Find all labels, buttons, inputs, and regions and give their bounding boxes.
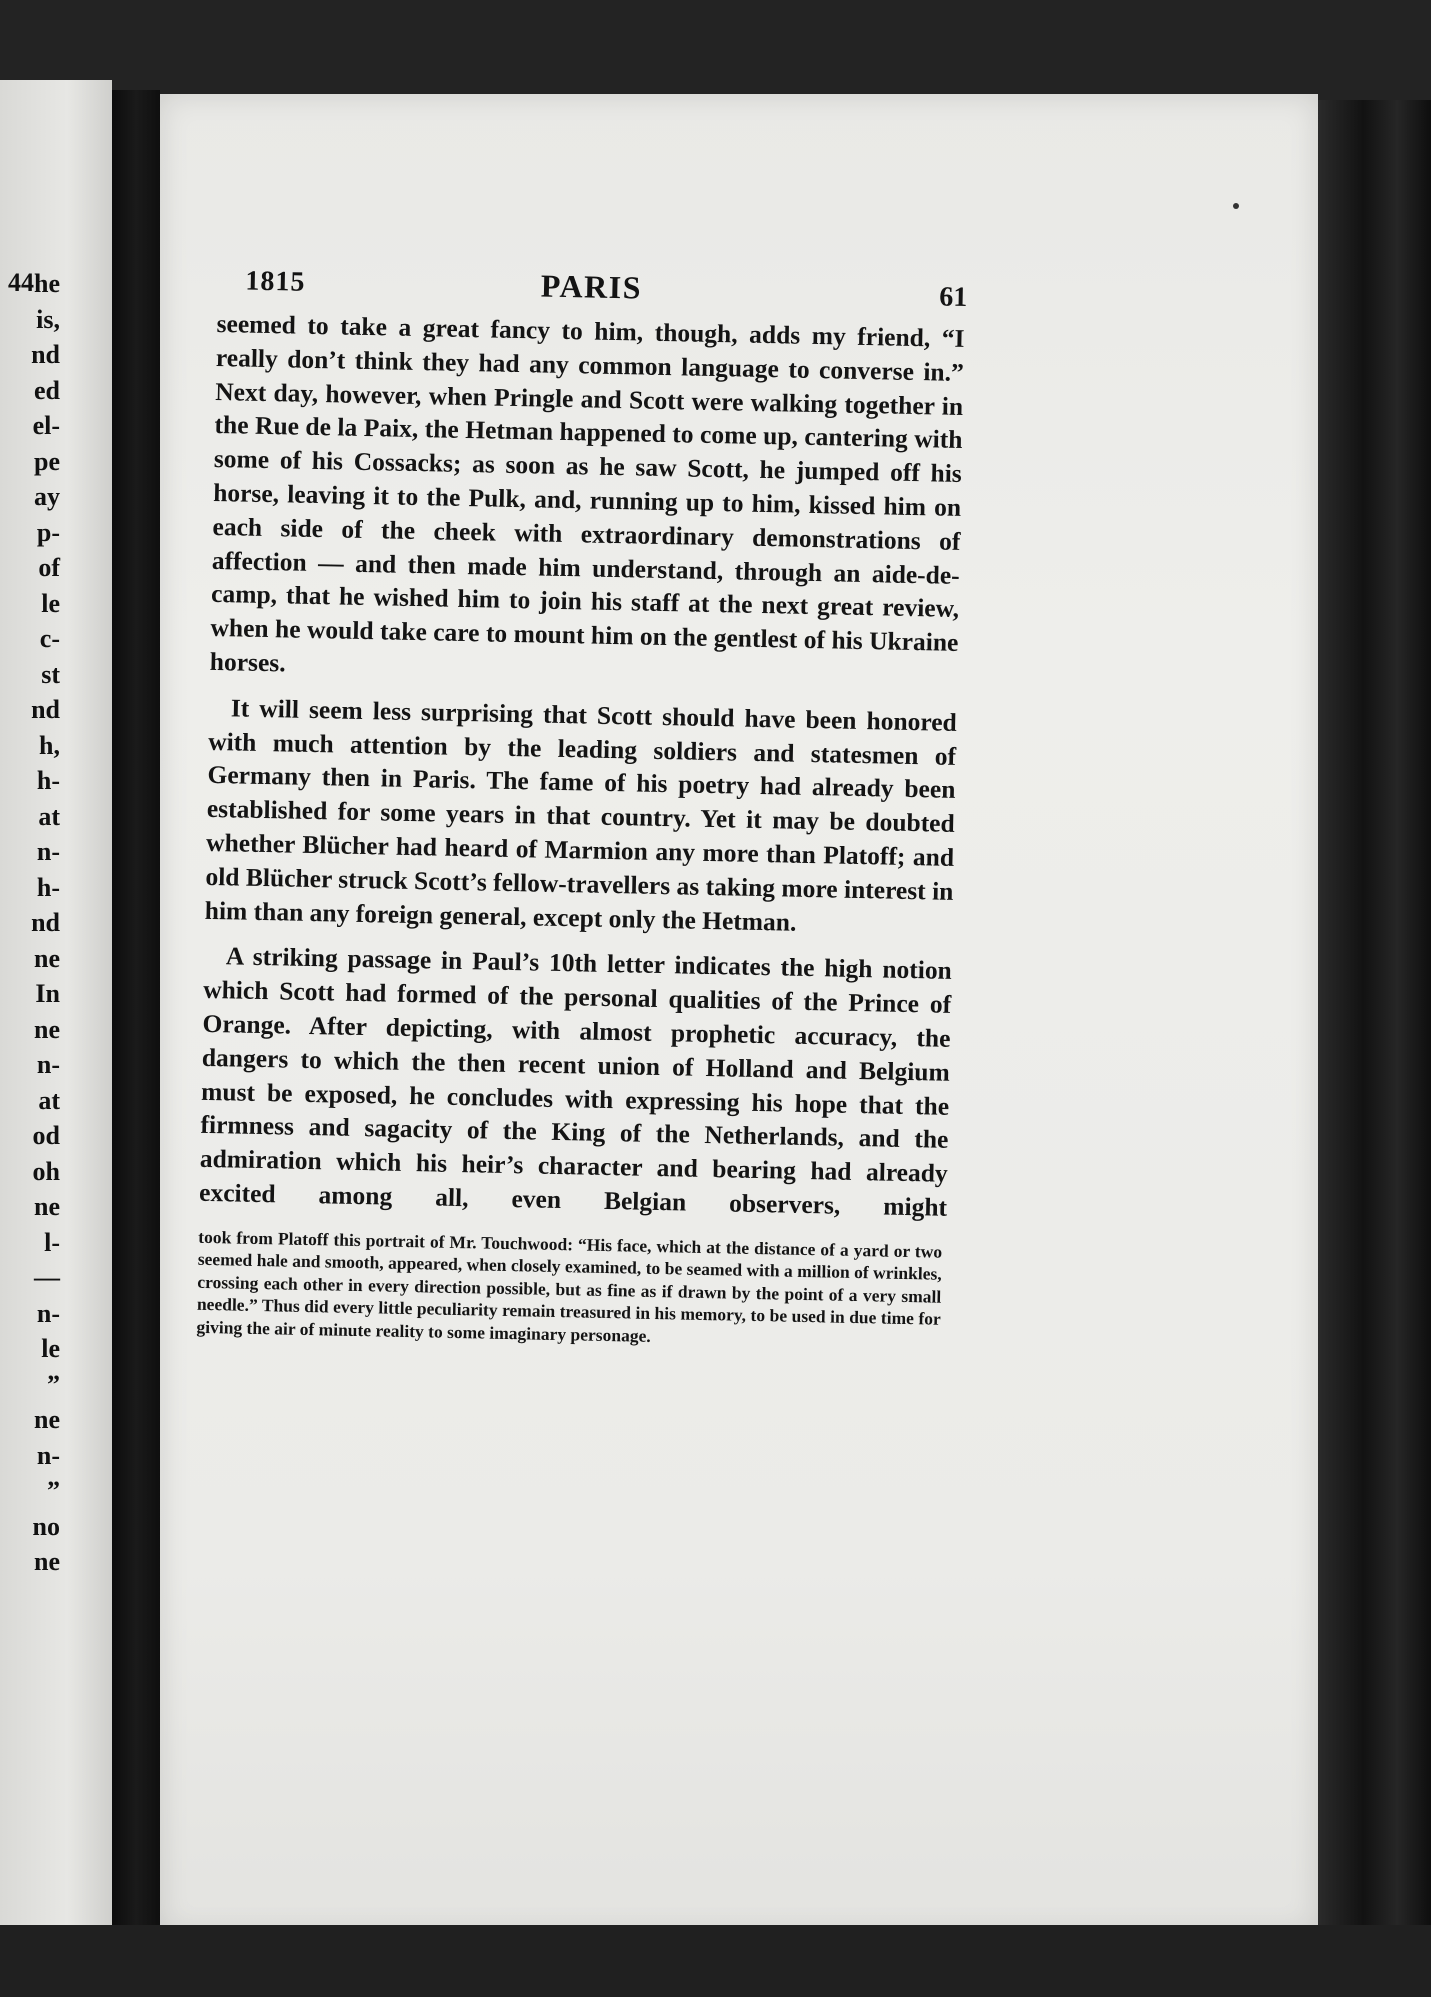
previous-page-fragment: n-	[36, 837, 60, 866]
footnote: took from Platoff this portrait of Mr. Touchwood: “His face, which at the distance of a yard or two seemed hale and smooth, appeared, when closely examined, to be seamed with a million of wrinkles, crossing each other in every direction possible, but as fine as if drawn by the point of a very small needle.” Thus did every little peculiarity remain treasured in his memory, to be used in due time for giving the air of minute reality to some imaginary personage.	[196, 1226, 943, 1346]
previous-page-fragment: ne	[34, 1405, 60, 1434]
previous-page-fragment: h-	[36, 872, 60, 902]
previous-page-fragment: st	[41, 659, 60, 689]
previous-page-fragment: le	[41, 1334, 60, 1363]
paragraph-3: A striking passage in Paul’s 10th letter indicates the high notion which Scott had formed of the personal qualities of the Prince of Orange. After depicting, with almost prophetic accuracy, the dangers to which the then recent union of Holland and Belgium must be exposed, he concludes with expressing his hope that the firmness and sagacity of the King of the Netherlands, and the admiration which his heir’s character and bearing had already excited among all, even Belgian observers, might	[198, 941, 953, 1222]
previous-page-fragment: no	[32, 1511, 60, 1541]
previous-page-fragment: is,	[36, 304, 60, 334]
previous-page-fragment: n-	[36, 1440, 60, 1470]
previous-page-fragment: nd	[31, 340, 60, 369]
previous-page-fragment: p-	[36, 517, 60, 547]
previous-page-fragment: In	[35, 979, 60, 1008]
previous-page-fragment: ”	[47, 1369, 60, 1399]
previous-page-fragment: ne	[34, 1192, 60, 1221]
previous-page-fragment: pe	[34, 446, 60, 476]
previous-page-fragment: ”	[47, 1476, 60, 1505]
previous-page-fragment: of	[38, 553, 60, 582]
running-head-title: PARIS	[540, 267, 643, 306]
previous-page-fragment: ay	[34, 482, 60, 511]
previous-page-fragment: —	[34, 1263, 60, 1292]
scan-bottom-shadow	[0, 1925, 1431, 1997]
scan-top-shadow	[0, 0, 1431, 105]
running-head-year: 1815	[245, 265, 306, 298]
previous-page-fragment: ne	[34, 943, 60, 973]
scan-speck	[1233, 203, 1239, 209]
book-right-edge	[1318, 100, 1431, 1960]
previous-page-fragment: he	[34, 269, 60, 298]
page-number: 61	[938, 281, 968, 314]
previous-page-fragment: od	[32, 1121, 60, 1150]
previous-page-fragment: ne	[34, 1014, 60, 1044]
previous-page-fragment: nd	[31, 695, 60, 724]
previous-page-fragment: c-	[39, 624, 60, 653]
previous-page-fragment: ne	[34, 1547, 60, 1576]
previous-page-fragment: el-	[32, 411, 60, 440]
previous-page-fragment: nd	[31, 908, 60, 937]
previous-page-fragment: n-	[36, 1050, 60, 1079]
book-gutter	[112, 90, 160, 1950]
previous-page-fragment: h,	[39, 730, 60, 760]
previous-page-fragment: n-	[36, 1298, 60, 1328]
paragraph-1: seemed to take a great fancy to him, though, adds my friend, “I really don’t think they had any common language to converse in.” Next day, however, when Pringle and Scott were walking together in the Rue de la Paix, the Hetman happened to come up, cantering with some of his Cossacks; as soon as he saw Scott, he jumped off his horse, leaving it to the Pulk, and, running up to him, kissed him on each side of the cheek with extraordinary demonstrations of affection — and then made him understand, through an aide-de-camp, that he wished him to join his staff at the next great review, when he would take care to mount him on the gentlest of his Ukraine horses.	[209, 308, 965, 678]
previous-page-fragment: at	[38, 1085, 60, 1115]
previous-page-fragment: l-	[44, 1227, 60, 1257]
previous-page-number: 44	[8, 268, 34, 297]
previous-page-line-fragments	[0, 266, 60, 1580]
body-text	[199, 307, 965, 1225]
previous-page-fragment: oh	[32, 1156, 60, 1186]
previous-page-fragment: le	[41, 588, 60, 618]
paragraph-2: It will seem less surprising that Scott should have been honored with much attention by the leading soldiers and statesmen of Germany then in Paris. The fame of his poetry had already been established for some years in that country. Yet it may be doubted whether Blücher had heard of Marmion any more than Platoff; and old Blücher struck Scott’s fellow-travellers as taking more interest in him than any foreign general, except only the Hetman.	[204, 693, 958, 937]
page-content	[196, 255, 966, 1353]
previous-page-fragment: at	[38, 801, 60, 831]
previous-page-fragment: h-	[36, 766, 60, 795]
previous-page-fragment: ed	[34, 375, 60, 405]
